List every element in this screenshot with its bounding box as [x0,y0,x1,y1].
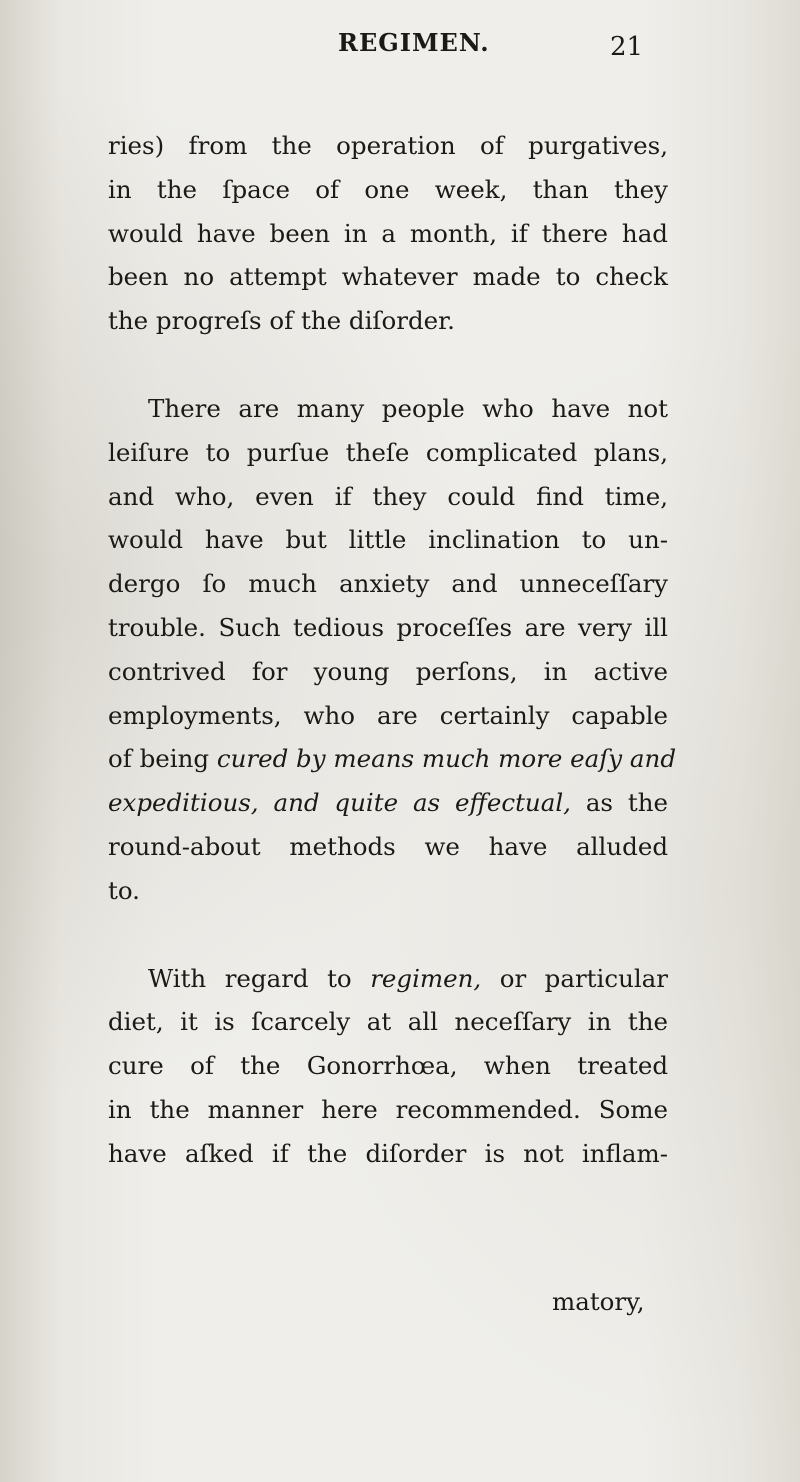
running-head-title: REGIMEN. [338,28,490,57]
text-line: and who, even if they could find time, [108,481,668,511]
text-line: ries) from the operation of purgatives, [108,131,668,160]
text-line: There are many people who have not [148,393,668,423]
text-run: or particular [481,963,668,993]
body-text [108,124,676,1176]
italic-phrase: cured by means much more eaſy and [216,744,676,774]
text-line: in the manner here recommended. Some [108,1094,668,1124]
italic-phrase: and quite as effectual, [273,788,571,818]
text-line: the progreſs of the diſorder. [108,306,455,336]
text-line: would have been in a month, if there had [108,218,668,248]
italic-phrase: expeditious, [108,788,259,818]
paragraph-1 [108,124,668,343]
text-line: cure of the Gonorrhœa, when treated [108,1051,668,1081]
text-line: in the ſpace of one week, than they [108,174,668,204]
text-line: leiſure to purſue theſe complicated plans, [108,437,668,467]
text-line: contrived for young perſons, in active [108,656,668,686]
text-line: diet, it is ſcarcely at all neceſſary in the [108,1007,668,1037]
italic-phrase: regimen, [370,963,482,993]
text-line: dergo ſo much anxiety and unneceſſary [108,569,668,599]
text-run: of being [108,744,217,774]
text-run [259,788,274,817]
text-line: would have but little inclination to un- [108,525,668,555]
paragraph-2 [108,387,676,913]
text-line: trouble. Such tedious proceſſes are very ill [108,612,668,642]
text-line: have aſked if the diſorder is not inflam- [108,1138,668,1168]
catchword: matory, [552,1287,645,1316]
text-run: With regard to [148,963,371,993]
text-line: been no attempt whatever made to check [108,262,668,292]
text-line: employments, who are certainly capable [108,700,668,730]
paragraph-3 [108,957,668,1176]
text-line [108,781,668,825]
text-line [108,737,676,781]
text-line: to. [108,875,140,905]
text-line: round-about methods we have alluded [108,831,668,861]
page-number: 21 [610,32,644,62]
running-head [0,28,800,68]
text-line [108,957,668,1001]
text-run: as the [570,788,668,818]
